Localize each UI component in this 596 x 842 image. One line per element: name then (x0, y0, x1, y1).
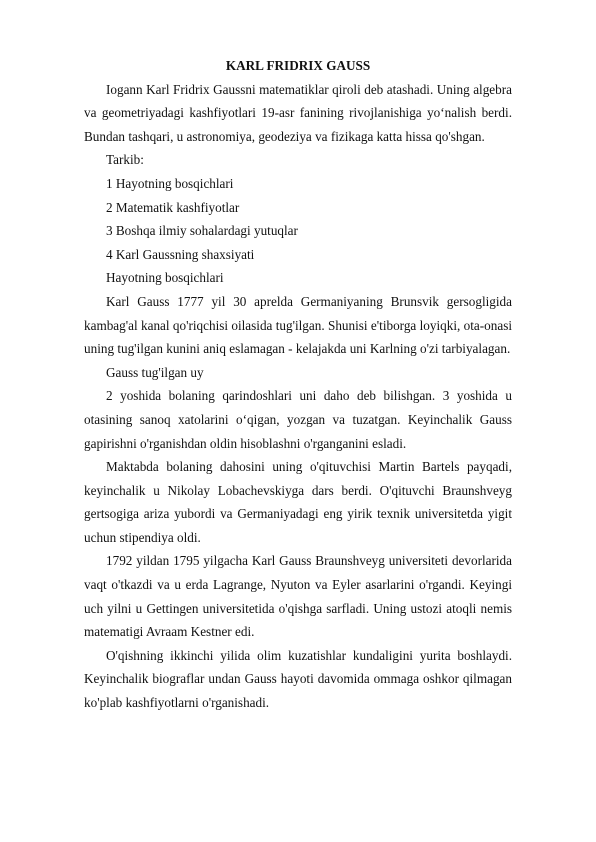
toc-item-3: 3 Boshqa ilmiy sohalardagi yutuqlar (106, 223, 298, 239)
university-paragraph: 1792 yildan 1795 yilgacha Karl Gauss Braunshveyg universiteti devorlarida vaqt o'tkazdi va u erda Lagrange, Nyuton va Eyler asarlarini o'rgandi. Keyingi uch yilni u Gettingen universitetida o'qishga sarfladi. Uning ustozi atoqli nemis matematigi Avraam Kestner edi. (84, 553, 512, 640)
toc-item-1: 1 Hayotning bosqichlari (106, 175, 234, 191)
document-title: KARL FRIDRIX GAUSS (225, 58, 371, 73)
section-heading: Hayotning bosqichlari (106, 270, 224, 286)
birth-house-subheading: Gauss tug'ilgan uy (106, 364, 204, 380)
intro-paragraph: Iogann Karl Fridrix Gaussni matematiklar qiroli deb atashadi. Uning algebra va geometriyadagi kashfiyotlari 19-asr fanining rivojlanishiga yo‘nalish berdi. Bundan tashqari, u astronomiya, geodeziya va fizikaga katta hissa qo'shgan. (84, 81, 512, 144)
diary-paragraph: O'qishning ikkinchi yilida olim kuzatishlar kundaligini yurita boshlaydi. Keyinchalik biograflar undan Gauss hayoti davomida ommaga oshkor qilmagan ko'plab kashfiyotlarni o'rganishadi. (84, 647, 512, 711)
document-body (84, 54, 512, 715)
toc-item-4: 4 Karl Gaussning shaxsiyati (106, 246, 255, 262)
toc-item-2: 2 Matematik kashfiyotlar (106, 199, 240, 215)
childhood-paragraph: 2 yoshida bolaning qarindoshlari uni daho deb bilishgan. 3 yoshida u otasining sanoq xatolarini o‘qigan, yozgan va tuzatgan. Keyinchalik Gauss gapirishni o'rganishdan oldin hisoblashni o'rganganini esladi. (84, 388, 512, 451)
birth-paragraph: Karl Gauss 1777 yil 30 aprelda Germaniyaning Brunsvik gersogligida kambag'al kanal qo'riqchisi oilasida tug'ilgan. Shunisi e'tiborga loyiqki, ota-onasi uning tug'ilgan kunini aniq eslamagan - kelajakda uni Karlning o'zi tarbiyalagan. (84, 293, 512, 357)
school-paragraph: Maktabda bolaning dahosini uning o'qituvchisi Martin Bartels payqadi, keyinchalik u Nikolay Lobachevskiyga dars berdi. O'qituvchi Braunshveyg gertsogiga ariza yubordi va Germaniyadagi eng yirik texnik universitetda yigit uchun stipendiya oldi. (84, 459, 512, 545)
toc-heading: Tarkib: (106, 152, 144, 168)
